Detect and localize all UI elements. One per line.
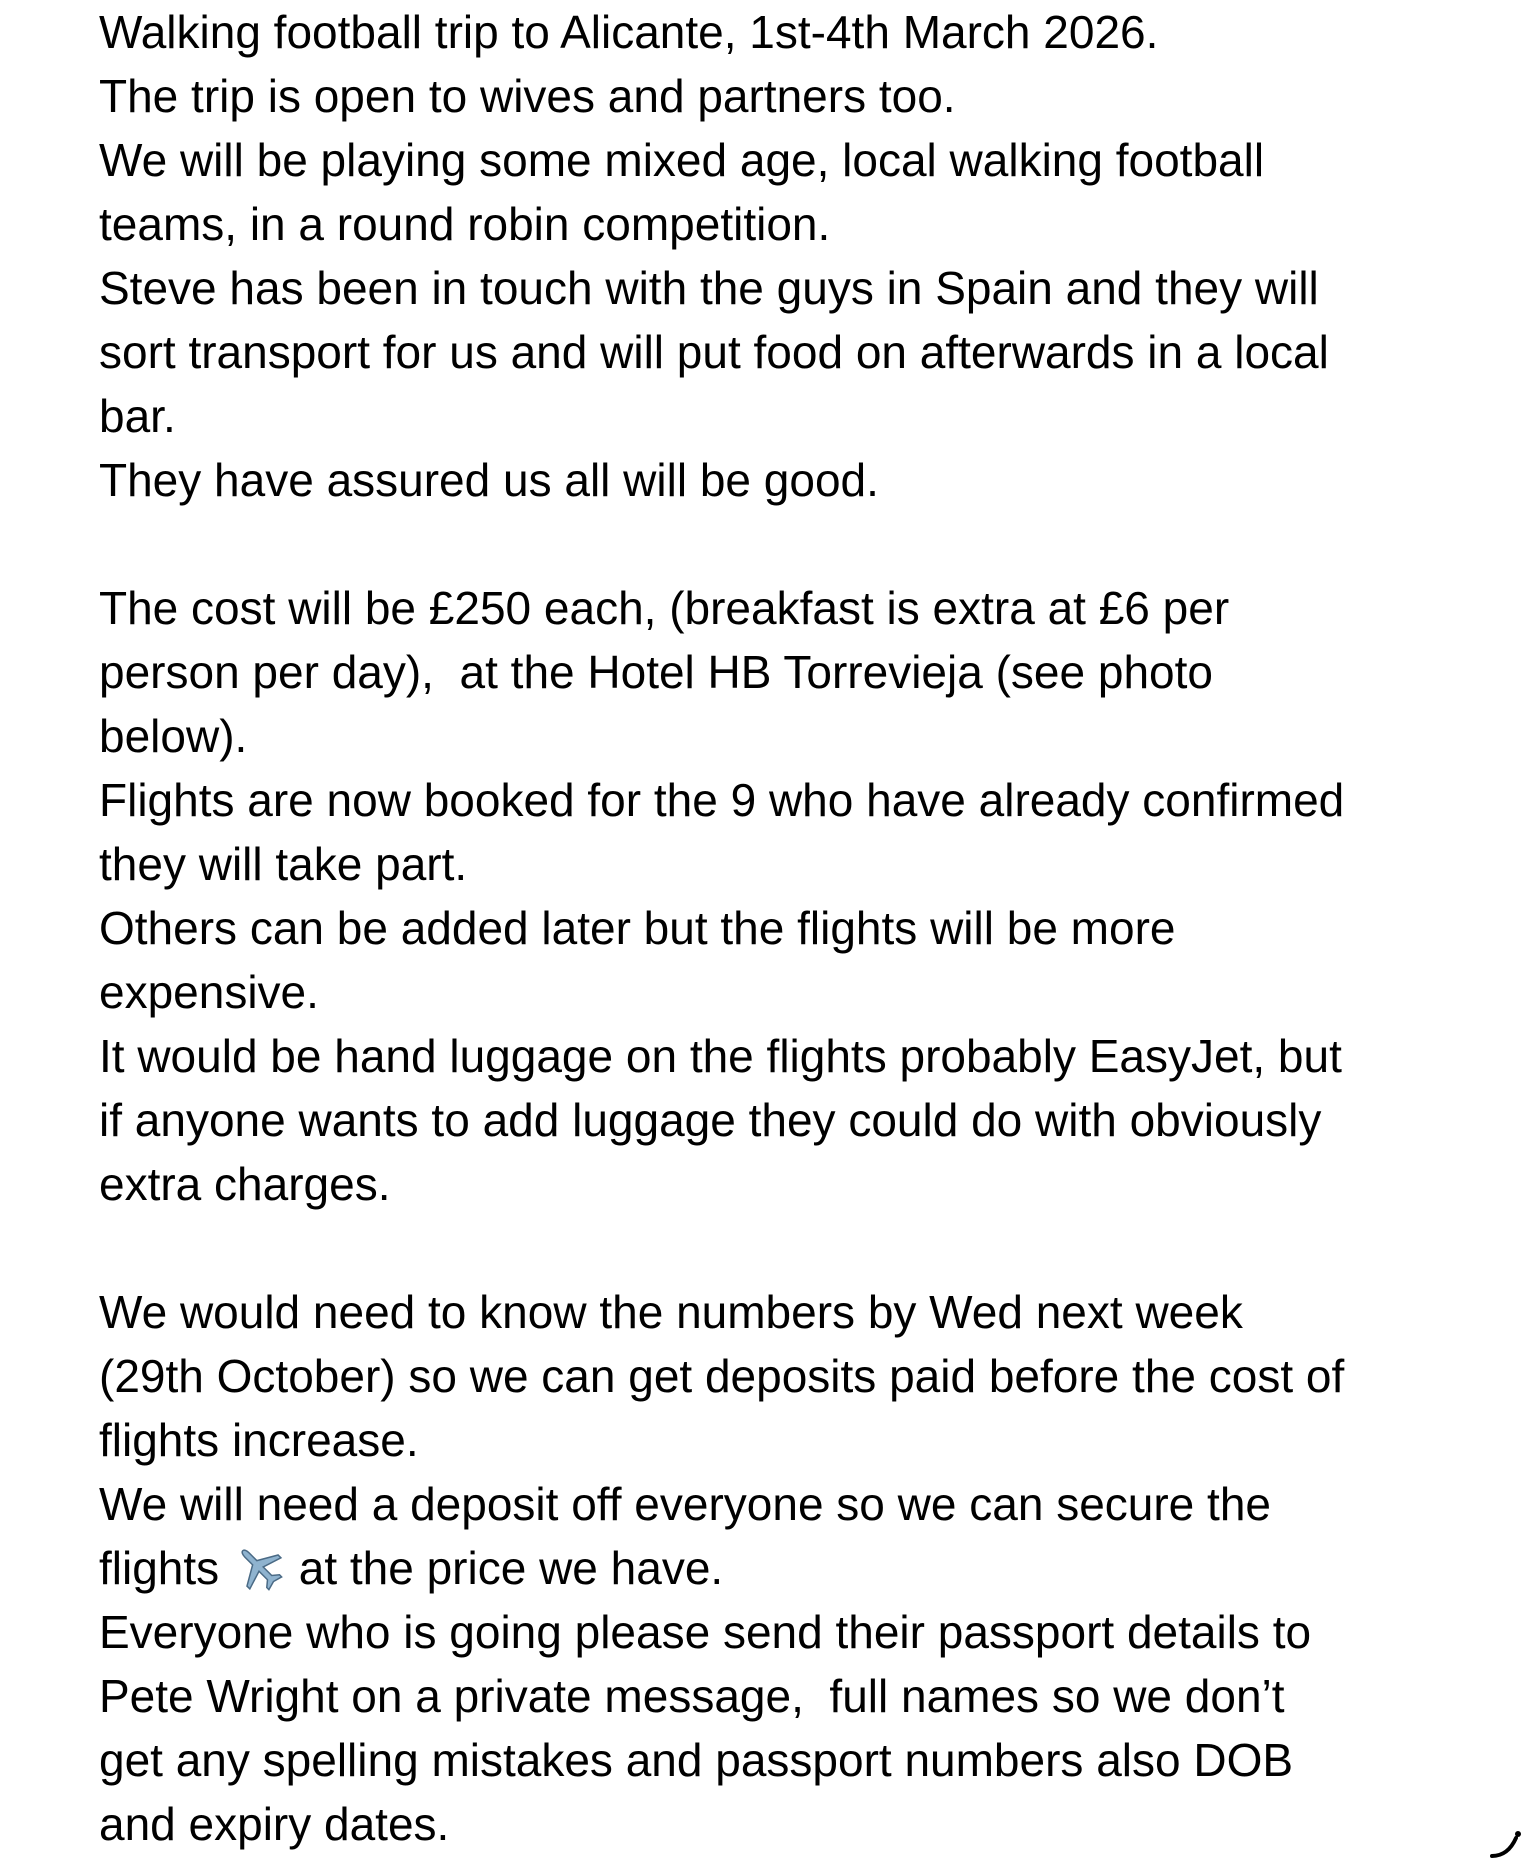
- resize-handle-icon[interactable]: [1488, 1826, 1524, 1862]
- text-line: [99, 1536, 1499, 1600]
- text-line: expensive.: [99, 966, 319, 1018]
- text-line: Steve has been in touch with the guys in Spain and they will: [99, 262, 1319, 314]
- text-segment: flights: [99, 1542, 232, 1594]
- airplane-icon: [232, 1540, 286, 1594]
- text-line: teams, in a round robin competition.: [99, 198, 831, 250]
- text-line: (29th October) so we can get deposits paid before the cost of: [99, 1350, 1345, 1402]
- text-line: They have assured us all will be good.: [99, 454, 879, 506]
- blank-line: [99, 1216, 1499, 1280]
- text-line: Others can be added later but the flights will be more: [99, 902, 1176, 954]
- text-line: bar.: [99, 390, 176, 442]
- text-line: extra charges.: [99, 1158, 391, 1210]
- text-line: flights increase.: [99, 1414, 419, 1466]
- text-line: Everyone who is going please send their passport details to: [99, 1606, 1312, 1658]
- text-line: person per day), at the Hotel HB Torrevieja (see photo: [99, 646, 1213, 698]
- note-body[interactable]: [99, 0, 1499, 1856]
- text-line: they will take part.: [99, 838, 468, 890]
- text-line: Pete Wright on a private message, full names so we don’t: [99, 1670, 1285, 1722]
- text-line: if anyone wants to add luggage they could do with obviously: [99, 1094, 1322, 1146]
- text-line: sort transport for us and will put food on afterwards in a local: [99, 326, 1329, 378]
- text-line: and expiry dates.: [99, 1798, 450, 1850]
- text-line: The cost will be £250 each, (breakfast is extra at £6 per: [99, 582, 1230, 634]
- text-line: Flights are now booked for the 9 who have already confirmed: [99, 774, 1345, 826]
- text-segment: at the price we have.: [285, 1542, 724, 1594]
- text-line: We will need a deposit off everyone so we can secure the: [99, 1478, 1271, 1530]
- text-line: It would be hand luggage on the flights probably EasyJet, but: [99, 1030, 1342, 1082]
- text-line: The trip is open to wives and partners too.: [99, 70, 956, 122]
- text-line: Walking football trip to Alicante, 1st-4th March 2026.: [99, 6, 1159, 58]
- text-line: get any spelling mistakes and passport numbers also DOB: [99, 1734, 1294, 1786]
- text-line: below).: [99, 710, 248, 762]
- blank-line: [99, 512, 1499, 576]
- text-line: We would need to know the numbers by Wed next week: [99, 1286, 1243, 1338]
- text-line: We will be playing some mixed age, local walking football: [99, 134, 1265, 186]
